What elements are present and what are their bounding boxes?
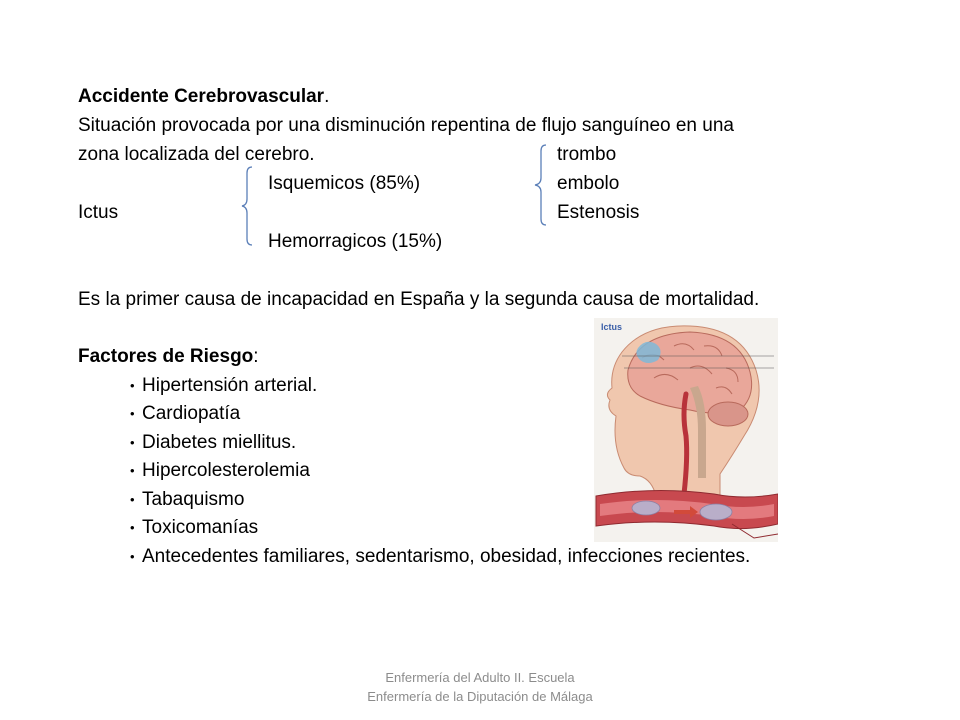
risk-factor-label: Cardiopatía [142, 403, 241, 424]
ischemic-label: Isquemicos (85%) [268, 173, 421, 194]
list-item [130, 428, 296, 457]
subtype-embolo: embolo [557, 173, 620, 194]
bullet-icon: • [130, 406, 135, 421]
subtype-trombo: trombo [557, 144, 617, 165]
footer-line-2: Enfermería de la Diputación de Málaga [367, 689, 593, 704]
bullet-icon: • [130, 549, 135, 564]
risk-factor-label: Toxicomanías [142, 517, 259, 538]
bullet-icon: • [130, 492, 135, 507]
risk-factor-label: Antecedentes familiares, sedentarismo, obesidad, infecciones recientes. [142, 546, 751, 567]
definition-line-2: zona localizada del cerebro. [78, 144, 315, 165]
bullet-icon: • [130, 463, 135, 478]
cerebellum [708, 402, 748, 426]
incapacity-text: Es la primer causa de incapacidad en España y la segunda causa de mortalidad. [78, 289, 760, 310]
list-item [130, 456, 310, 485]
risk-heading-colon: : [253, 346, 259, 367]
ictus-label: Ictus [78, 202, 119, 223]
risk-heading [78, 342, 259, 371]
list-item [130, 371, 317, 400]
stroke-illustration [594, 318, 778, 542]
risk-factor-label: Hipertensión arterial. [142, 375, 318, 396]
illustration-label: Ictus [601, 322, 623, 332]
carotid-artery [684, 394, 687, 494]
list-item [130, 542, 750, 571]
ischemic-brace [533, 143, 549, 227]
risk-factor-label: Tabaquismo [142, 489, 245, 510]
ictus-brace [240, 165, 256, 247]
definition-line-1: Situación provocada por una disminución repentina de flujo sanguíneo en una [78, 115, 734, 136]
risk-heading-text: Factores de Riesgo [78, 346, 254, 367]
heading-period: . [324, 86, 330, 107]
heading-text: Accidente Cerebrovascular [78, 86, 325, 107]
risk-factor-label: Hipercolesterolemia [142, 460, 310, 481]
list-item [130, 399, 240, 428]
bullet-icon: • [130, 520, 135, 535]
hemorrhagic-label: Hemorragicos (15%) [268, 231, 443, 252]
bullet-icon: • [130, 435, 135, 450]
subtype-estenosis: Estenosis [557, 202, 640, 223]
list-item [130, 513, 258, 542]
clot [700, 504, 732, 520]
footer-line-1: Enfermería del Adulto II. Escuela [385, 670, 575, 685]
bullet-icon: • [130, 378, 135, 393]
list-item [130, 485, 244, 514]
slide-heading [78, 82, 329, 111]
risk-factor-label: Diabetes miellitus. [142, 432, 297, 453]
clot [632, 501, 660, 515]
